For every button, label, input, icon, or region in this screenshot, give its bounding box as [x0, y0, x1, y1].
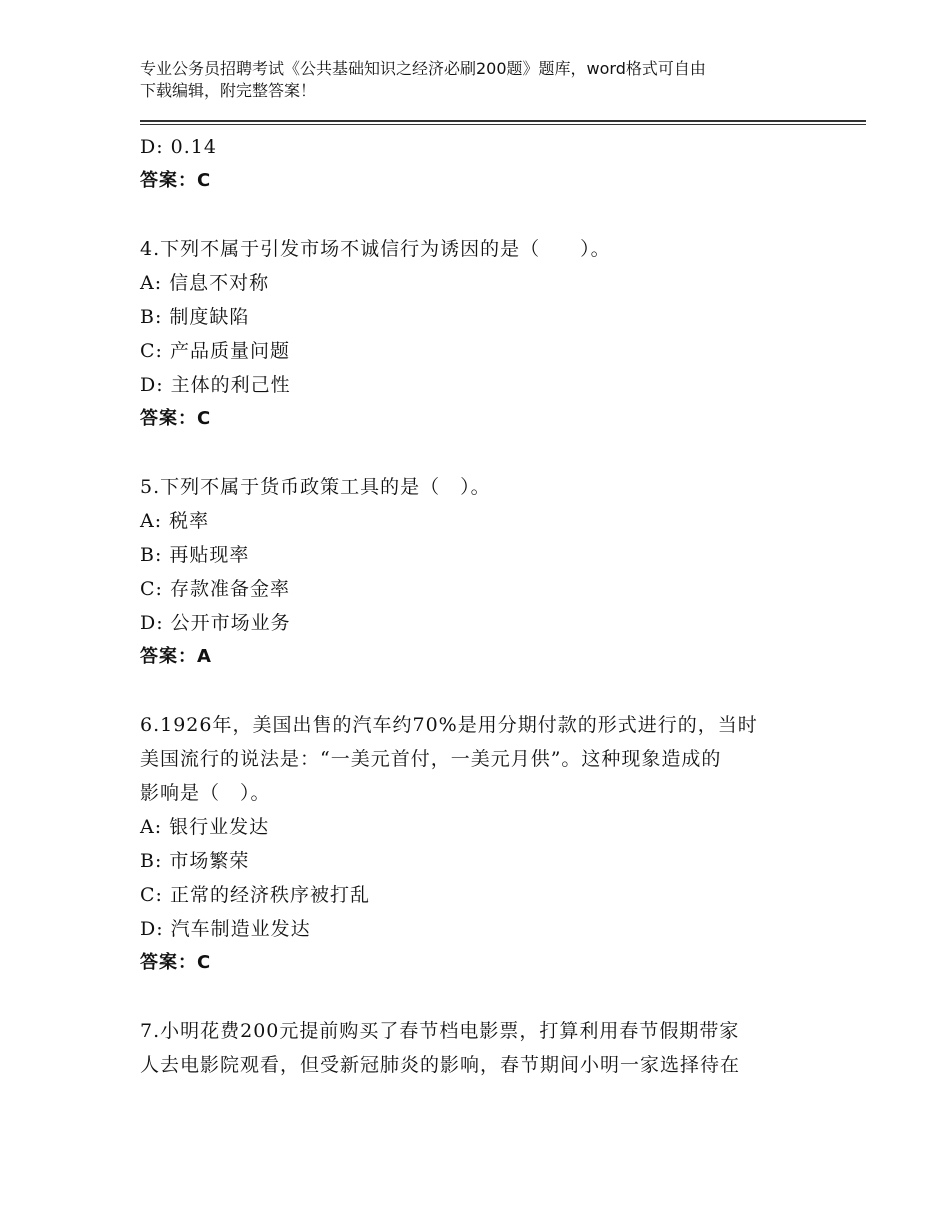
option-b: B: 市场繁荣: [140, 850, 250, 872]
question-text-line-2: 人去电影院观看，但受新冠肺炎的影响，春节期间小明一家选择待在: [140, 1054, 741, 1076]
answer: 答案：A: [140, 646, 212, 667]
question-text-line-3: 影响是（ ）。: [140, 782, 271, 804]
document-header: [140, 58, 820, 102]
question-6: [140, 708, 800, 980]
question-text: 5.下列不属于货币政策工具的是（ ）。: [140, 476, 491, 498]
document-body: [140, 130, 800, 1082]
question-7: [140, 1014, 800, 1082]
option-a: A: 信息不对称: [140, 272, 270, 294]
spacer: [140, 198, 800, 232]
option-d: D: 主体的利己性: [140, 374, 291, 396]
spacer: [140, 980, 800, 1014]
option-b: B: 制度缺陷: [140, 306, 250, 328]
header-rule-thick: [140, 120, 866, 122]
option-a: A: 银行业发达: [140, 816, 270, 838]
answer: 答案：C: [140, 170, 212, 191]
option-c: C: 产品质量问题: [140, 340, 290, 362]
question-5: [140, 470, 800, 674]
question-text-line-2: 美国流行的说法是：“一美元首付，一美元月供”。这种现象造成的: [140, 748, 722, 770]
header-line-1: 专业公务员招聘考试《公共基础知识之经济必刷200题》题库，word格式可自由: [140, 59, 706, 78]
option-d: D: 公开市场业务: [140, 612, 291, 634]
spacer: [140, 436, 800, 470]
question-4: [140, 232, 800, 436]
answer: 答案：C: [140, 952, 212, 973]
question-text-line-1: 6.1926年，美国出售的汽车约70%是用分期付款的形式进行的，当时: [140, 714, 758, 736]
option-d: D: 0.14: [140, 136, 217, 158]
question-text-line-1: 7.小明花费200元提前购买了春节档电影票，打算利用春节假期带家: [140, 1020, 740, 1042]
option-b: B: 再贴现率: [140, 544, 250, 566]
spacer: [140, 674, 800, 708]
option-d: D: 汽车制造业发达: [140, 918, 311, 940]
header-rule-thin: [140, 124, 866, 125]
question-text: 4.下列不属于引发市场不诚信行为诱因的是（ ）。: [140, 238, 611, 260]
answer: 答案：C: [140, 408, 212, 429]
header-line-2: 下载编辑，附完整答案！: [140, 81, 317, 100]
option-c: C: 正常的经济秩序被打乱: [140, 884, 370, 906]
option-a: A: 税率: [140, 510, 210, 532]
option-c: C: 存款准备金率: [140, 578, 290, 600]
question-3: [140, 130, 800, 198]
